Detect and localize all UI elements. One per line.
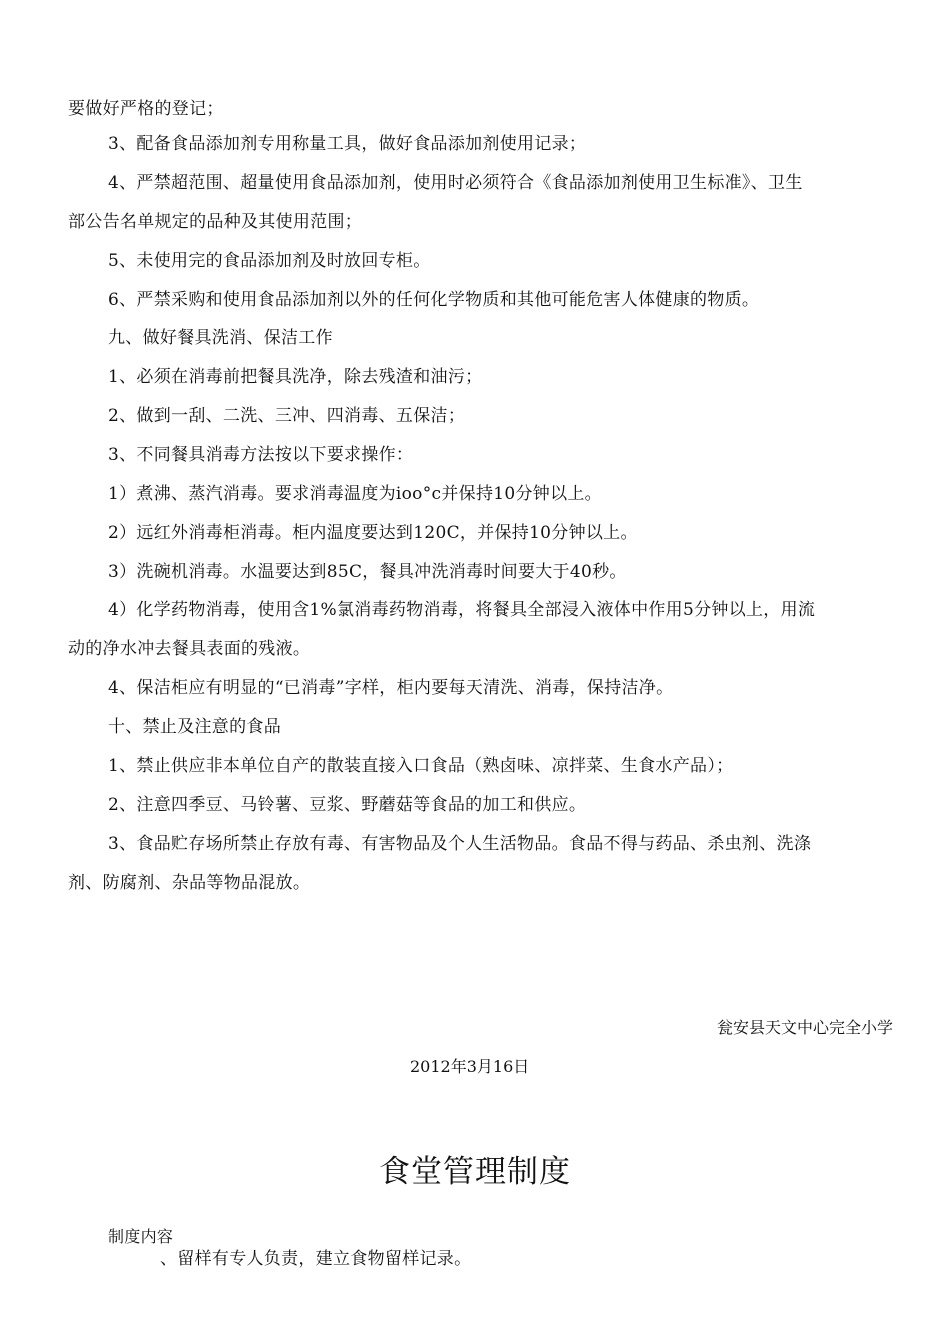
body-line: 3、食品贮存场所禁止存放有毒、有害物品及个人生活物品。食品不得与药品、杀虫剂、洗涤 xyxy=(108,834,812,854)
body-line: 1、必须在消毒前把餐具洗净，除去残渣和油污； xyxy=(108,367,483,387)
body-line: 6、严禁采购和使用食品添加剂以外的任何化学物质和其他可能危害人体健康的物质。 xyxy=(108,290,760,310)
body-line: 动的净水冲去餐具表面的残液。 xyxy=(68,639,311,659)
signature-date: 2012年3月16日 xyxy=(410,1057,530,1076)
body-line: 1）煮沸、蒸汽消毒。要求消毒温度为ioo°c并保持10分钟以上。 xyxy=(108,484,602,504)
body-line: 2、注意四季豆、马铃薯、豆浆、野蘑菇等食品的加工和供应。 xyxy=(108,795,587,815)
section-heading: 十、禁止及注意的食品 xyxy=(108,717,281,737)
body-line: 3、配备食品添加剂专用称量工具，做好食品添加剂使用记录； xyxy=(108,134,587,154)
signature-organization: 瓮安县天文中心完全小学 xyxy=(716,1018,893,1037)
body-line: 3）洗碗机消毒。水温要达到85C，餐具冲洗消毒时间要大于40秒。 xyxy=(108,562,627,582)
page-title: 食堂管理制度 xyxy=(379,1154,571,1190)
body-line: 3、不同餐具消毒方法按以下要求操作： xyxy=(108,445,414,465)
body-line: 4、保洁柜应有明显的“已消毒”字样，柜内要每天清洗、消毒，保持洁净。 xyxy=(108,678,674,698)
body-line: 5、未使用完的食品添加剂及时放回专柜。 xyxy=(108,251,431,271)
body-line: 部公告名单规定的品种及其使用范围； xyxy=(68,212,363,232)
body-line: 2）远红外消毒柜消毒。柜内温度要达到120C，并保持10分钟以上。 xyxy=(108,523,638,543)
body-line: 要做好严格的登记； xyxy=(68,99,224,119)
body-line: 剂、防腐剂、杂品等物品混放。 xyxy=(68,873,311,893)
body-line: 4）化学药物消毒，使用含1%氯消毒药物消毒，将餐具全部浸入液体中作用5分钟以上，用流 xyxy=(108,600,816,620)
section-heading: 九、做好餐具洗消、保洁工作 xyxy=(108,328,333,348)
body-line: 2、做到一刮、二洗、三冲、四消毒、五保洁； xyxy=(108,406,466,426)
body-line: 4、严禁超范围、超量使用食品添加剂，使用时必须符合《食品添加剂使用卫生标准》、卫生 xyxy=(108,173,803,193)
body-line: 、留样有专人负责，建立食物留样记录。 xyxy=(160,1249,472,1269)
body-line: 1、禁止供应非本单位自产的散装直接入口食品（熟卤味、凉拌菜、生食水产品）； xyxy=(108,756,734,776)
section-label: 制度内容 xyxy=(108,1227,174,1246)
